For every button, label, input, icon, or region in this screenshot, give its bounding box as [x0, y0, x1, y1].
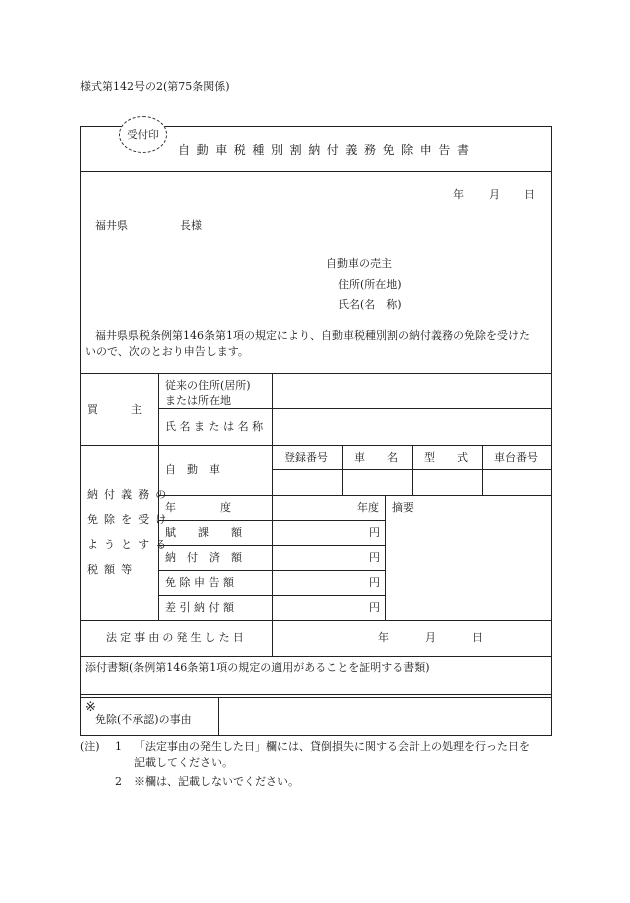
- row-paid-suffix: 円: [369, 551, 380, 564]
- buyer-prev-address-1: 従来の住所(居所): [165, 379, 251, 392]
- stamp-label: 受付印: [127, 129, 159, 141]
- exemption-reason-label: 免除(不承認)の事由: [95, 713, 192, 726]
- remarks-label: 摘要: [392, 501, 414, 514]
- rule: [80, 694, 552, 695]
- rule: [158, 408, 552, 409]
- intro-line-2: いので、次のとおり申告します。: [85, 345, 249, 358]
- addressee-prefecture: 福井県: [95, 219, 128, 232]
- note-1-line-1: 「法定事由の発生した日」欄には、貸倒損失に関する会計上の処理を行った日を: [134, 740, 530, 753]
- rule: [158, 495, 552, 496]
- note-2-text: ※欄は、記載しないでください。: [134, 775, 299, 788]
- form-title: 自動車税種別割納付義務免除申告書: [178, 143, 476, 157]
- rule: [412, 445, 413, 495]
- statutory-month: 月: [425, 631, 436, 644]
- attachments-label: 添付書類(条例第146条第1項の規定の適用があることを証明する書類): [85, 661, 430, 674]
- col-registration-number: 登録番号: [284, 451, 328, 464]
- row-assessed-suffix: 円: [369, 526, 380, 539]
- notes-prefix: (注): [80, 740, 100, 753]
- rule: [385, 495, 386, 620]
- rule: [218, 697, 219, 735]
- row-exemption-label: 免 除 申 告 額: [165, 576, 234, 589]
- row-paid-label: 納 付 済 額: [165, 551, 242, 564]
- intro-line-1: 福井県県税条例第146条第1項の規定により、自動車税種別割の納付義務の免除を受けた: [95, 329, 530, 342]
- office-use-mark: ※: [85, 700, 96, 715]
- buyer-name-label: 氏名または名称: [165, 420, 267, 433]
- rule: [342, 445, 343, 495]
- tax-section-line-3: ようとする: [87, 538, 173, 551]
- row-assessed-label: 賦 課 額: [165, 526, 242, 539]
- reception-stamp-circle: [119, 116, 167, 153]
- form-number: 様式第142号の2(第75条関係): [80, 80, 230, 93]
- row-fiscal-year-label: 年 度: [165, 501, 231, 514]
- date-year: 年: [453, 188, 464, 201]
- rule: [482, 445, 483, 495]
- seller-name: 氏名(名 称): [338, 298, 402, 311]
- note-1-number: 1: [115, 740, 122, 753]
- tax-section-line-2: 免除を受け: [87, 513, 173, 526]
- row-fiscal-year-suffix: 年度: [357, 501, 379, 514]
- col-model: 型 式: [424, 451, 468, 464]
- border-left: [80, 126, 81, 736]
- row-net-label: 差 引 納 付 額: [165, 601, 234, 614]
- tax-section-line-1: 納付義務の: [87, 488, 173, 501]
- tax-section-line-4: 税額等: [87, 563, 139, 576]
- seller-label: 自動車の売主: [326, 257, 392, 270]
- rule: [272, 373, 273, 656]
- buyer-prev-address-2: または所在地: [165, 394, 231, 407]
- row-exemption-suffix: 円: [369, 576, 380, 589]
- note-2-number: 2: [115, 775, 122, 788]
- rule: [80, 620, 552, 621]
- statutory-year: 年: [378, 631, 389, 644]
- buyer-section-label: 買 主: [87, 403, 142, 416]
- statutory-label: 法定事由の発生した日: [106, 631, 247, 644]
- row-net-suffix: 円: [369, 601, 380, 614]
- date-day: 日: [524, 188, 535, 201]
- date-month: 月: [489, 188, 500, 201]
- rule: [80, 656, 552, 657]
- rule: [80, 171, 552, 172]
- col-vehicle-name: 車 名: [354, 451, 398, 464]
- seller-address: 住所(所在地): [338, 278, 402, 291]
- rule: [80, 697, 552, 698]
- addressee-title: 長様: [180, 219, 202, 232]
- col-chassis-number: 車台番号: [494, 451, 538, 464]
- statutory-day: 日: [472, 631, 483, 644]
- rule: [80, 373, 552, 374]
- note-1-line-2: 記載してください。: [134, 756, 233, 769]
- rule: [80, 735, 552, 736]
- vehicle-label: 自 動 車: [165, 463, 220, 476]
- border-right: [551, 126, 552, 736]
